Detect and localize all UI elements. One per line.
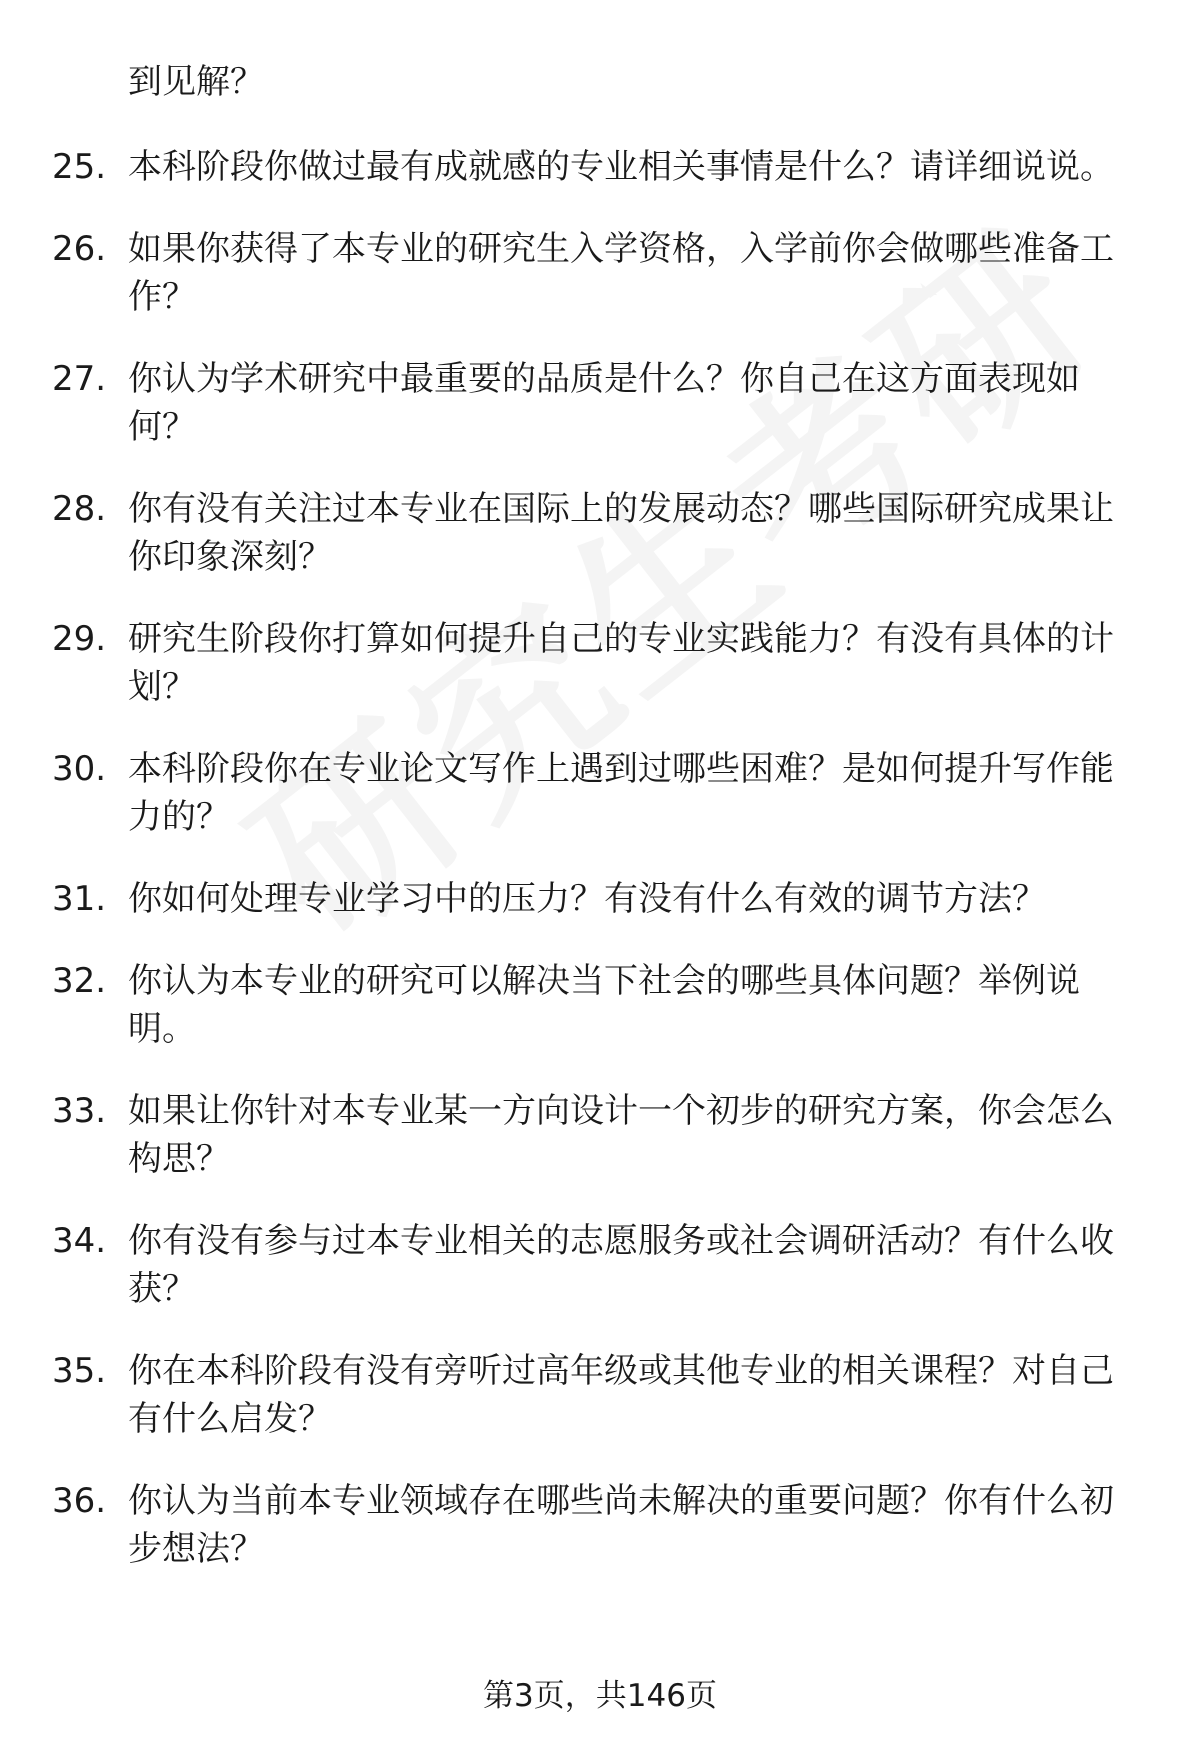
- question-number: 29.: [52, 619, 107, 659]
- question-text: 本科阶段你做过最有成就感的专业相关事情是什么？请详细说说。: [128, 147, 1114, 187]
- question-number: 35.: [52, 1351, 107, 1391]
- question-item: [0, 1217, 1200, 1313]
- question-number: 36.: [52, 1481, 107, 1521]
- question-text: 你有没有参与过本专业相关的志愿服务或社会调研活动？有什么收获？: [128, 1221, 1114, 1309]
- question-item: [0, 143, 1200, 191]
- question-number: 28.: [52, 489, 107, 529]
- question-number: 33.: [52, 1091, 107, 1131]
- continuation-text: 到见解？: [128, 62, 264, 102]
- question-number: 31.: [52, 879, 107, 919]
- question-text: 你在本科阶段有没有旁听过高年级或其他专业的相关课程？对自己有什么启发？: [128, 1351, 1114, 1439]
- question-number: 25.: [52, 147, 107, 187]
- question-item: [0, 485, 1200, 581]
- page-footer: 第3页，共146页: [483, 1678, 717, 1714]
- question-item: [0, 1347, 1200, 1443]
- question-text: 你认为本专业的研究可以解决当下社会的哪些具体问题？举例说明。: [128, 961, 1080, 1049]
- question-number: 26.: [52, 229, 107, 269]
- question-item: [0, 875, 1200, 923]
- question-text: 如果你获得了本专业的研究生入学资格，入学前你会做哪些准备工作？: [128, 229, 1114, 317]
- question-item: [0, 615, 1200, 711]
- question-text: 本科阶段你在专业论文写作上遇到过哪些困难？是如何提升写作能力的？: [128, 749, 1114, 837]
- question-number: 32.: [52, 961, 107, 1001]
- question-item: [0, 1087, 1200, 1183]
- question-list: [0, 143, 1200, 1607]
- question-text: 研究生阶段你打算如何提升自己的专业实践能力？有没有具体的计划？: [128, 619, 1114, 707]
- question-item: [0, 225, 1200, 321]
- question-text: 你有没有关注过本专业在国际上的发展动态？哪些国际研究成果让你印象深刻？: [128, 489, 1114, 577]
- question-item: [0, 957, 1200, 1053]
- question-text: 你认为学术研究中最重要的品质是什么？你自己在这方面表现如何？: [128, 359, 1080, 447]
- question-item: [0, 1477, 1200, 1573]
- question-item: [0, 355, 1200, 451]
- question-number: 34.: [52, 1221, 107, 1261]
- question-number: 27.: [52, 359, 107, 399]
- question-text: 你认为当前本专业领域存在哪些尚未解决的重要问题？你有什么初步想法？: [128, 1481, 1114, 1569]
- question-text: 如果让你针对本专业某一方向设计一个初步的研究方案，你会怎么构思？: [128, 1091, 1114, 1179]
- question-text: 你如何处理专业学习中的压力？有没有什么有效的调节方法？: [128, 879, 1046, 919]
- question-number: 30.: [52, 749, 107, 789]
- question-item: [0, 745, 1200, 841]
